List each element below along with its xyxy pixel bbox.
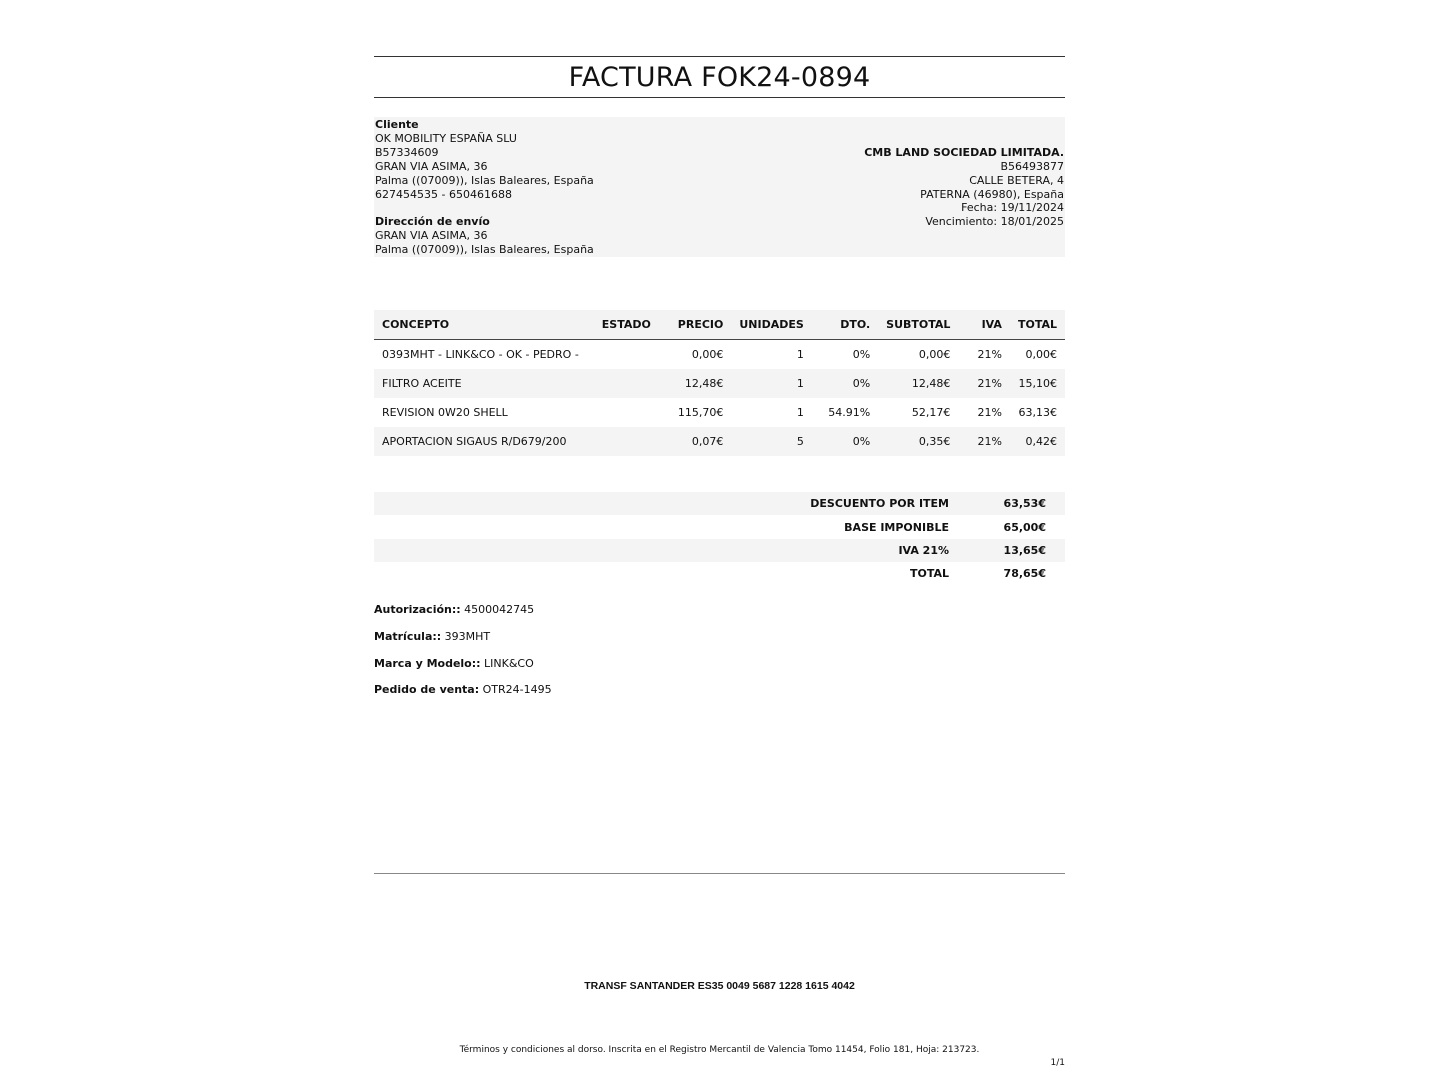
totals-block bbox=[374, 492, 1065, 586]
cell-precio: 115,70€ bbox=[677, 406, 724, 419]
cell-total: 15,10€ bbox=[1010, 369, 1065, 398]
cell-dto: 0% bbox=[812, 369, 878, 398]
sales-order-value: OTR24-1495 bbox=[482, 683, 552, 697]
cell-total: 63,13€ bbox=[1018, 406, 1057, 419]
cell-dto: 54.91% bbox=[828, 406, 871, 419]
title-bar bbox=[374, 56, 1065, 98]
client-name: OK MOBILITY ESPAÑA SLU bbox=[375, 131, 517, 145]
bank-details: TRANSF SANTANDER ES35 0049 5687 1228 1615 4042 bbox=[584, 980, 855, 992]
plate-line bbox=[374, 630, 552, 657]
invoice-date: Fecha: 19/11/2024 bbox=[961, 201, 1064, 215]
discount-label: DESCUENTO POR ITEM bbox=[810, 497, 949, 511]
model-line bbox=[374, 657, 552, 684]
cell-total: 0,42€ bbox=[1010, 427, 1065, 456]
client-tax-id: B57334609 bbox=[375, 145, 439, 159]
client-city: Palma ((07009)), Islas Baleares, España bbox=[375, 173, 594, 187]
cell-unidades: 1 bbox=[796, 406, 804, 419]
cell-total: 0,00€ bbox=[1025, 348, 1057, 361]
company-tax-id: B56493877 bbox=[1000, 159, 1064, 173]
col-header-total: TOTAL bbox=[1010, 310, 1065, 340]
sales-order-line bbox=[374, 683, 552, 710]
model-value: LINK&CO bbox=[484, 656, 534, 670]
invoice-due-date: Vencimiento: 18/01/2025 bbox=[925, 215, 1064, 229]
cell-subtotal: 12,48€ bbox=[878, 369, 958, 398]
cell-precio: 0,00€ bbox=[691, 348, 724, 361]
base-value: 65,00€ bbox=[1003, 520, 1046, 534]
footer-divider bbox=[374, 873, 1065, 874]
cell-concepto: REVISION 0W20 SHELL bbox=[382, 406, 508, 419]
cell-unidades: 5 bbox=[731, 427, 811, 456]
col-header-estado: ESTADO bbox=[594, 310, 664, 340]
total-row-grand bbox=[374, 562, 1065, 585]
spacer bbox=[375, 201, 594, 215]
cell-estado bbox=[594, 369, 664, 398]
cell-concepto: FILTRO ACEITE bbox=[374, 369, 594, 398]
terms-text: Términos y condiciones al dorso. Inscrita en el Registro Mercantil de Valencia Tomo 11454, Folio 181, Hoja: 213723. bbox=[459, 1045, 980, 1055]
shipping-address: GRAN VIA ASIMA, 36 bbox=[375, 229, 488, 243]
cell-precio: 0,07€ bbox=[664, 427, 731, 456]
plate-key: Matrícula:: bbox=[374, 629, 442, 643]
invoice-page bbox=[374, 0, 1065, 1080]
cell-iva: 21% bbox=[958, 427, 1010, 456]
cell-concepto: APORTACION SIGAUS R/D679/200 bbox=[374, 427, 594, 456]
total-row-base bbox=[374, 515, 1065, 538]
cell-iva: 21% bbox=[958, 369, 1010, 398]
col-header-dto: DTO. bbox=[812, 310, 878, 340]
table-row bbox=[374, 340, 1065, 370]
client-phone: 627454535 - 650461688 bbox=[375, 187, 512, 201]
cell-precio: 12,48€ bbox=[664, 369, 731, 398]
cell-iva: 21% bbox=[977, 406, 1002, 419]
shipping-city: Palma ((07009)), Islas Baleares, España bbox=[375, 243, 594, 257]
cell-unidades: 1 bbox=[731, 369, 811, 398]
plate-value: 393MHT bbox=[444, 629, 491, 643]
discount-value: 63,53€ bbox=[1003, 497, 1046, 511]
cell-iva: 21% bbox=[977, 348, 1002, 361]
cell-subtotal: 0,00€ bbox=[918, 348, 951, 361]
company-block bbox=[864, 146, 1064, 229]
cell-estado bbox=[594, 427, 664, 456]
invoice-title: FACTURA FOK24-0894 bbox=[568, 61, 871, 93]
extra-info bbox=[374, 603, 552, 710]
company-name: CMB LAND SOCIEDAD LIMITADA. bbox=[864, 145, 1064, 159]
table-row bbox=[374, 398, 1065, 427]
table-row bbox=[374, 369, 1065, 398]
model-key: Marca y Modelo:: bbox=[374, 656, 481, 670]
authorization-value: 4500042745 bbox=[464, 603, 535, 616]
cell-unidades: 1 bbox=[796, 348, 804, 361]
cell-concepto: 0393MHT - LINK&CO - OK - PEDRO - bbox=[382, 348, 579, 361]
base-label: BASE IMPONIBLE bbox=[844, 520, 949, 534]
company-city: PATERNA (46980), España bbox=[920, 187, 1064, 201]
cell-dto: 0% bbox=[852, 348, 871, 361]
grand-total-label: TOTAL bbox=[909, 567, 949, 581]
table-row bbox=[374, 427, 1065, 456]
authorization-line bbox=[374, 603, 552, 630]
cell-subtotal: 0,35€ bbox=[878, 427, 958, 456]
grand-total-value: 78,65€ bbox=[1003, 567, 1046, 581]
total-row-discount bbox=[374, 492, 1065, 515]
cell-estado bbox=[594, 398, 664, 427]
cell-subtotal: 52,17€ bbox=[911, 406, 951, 419]
company-address: CALLE BETERA, 4 bbox=[969, 173, 1064, 187]
client-block bbox=[375, 118, 594, 257]
page-number: 1/1 bbox=[1050, 1058, 1065, 1068]
col-header-iva: IVA bbox=[958, 310, 1010, 340]
info-box bbox=[374, 117, 1065, 257]
col-header-concepto: CONCEPTO bbox=[374, 310, 594, 340]
total-row-iva bbox=[374, 539, 1065, 562]
client-label: Cliente bbox=[375, 118, 419, 131]
sales-order-key: Pedido de venta: bbox=[374, 683, 480, 697]
authorization-key: Autorización:: bbox=[374, 603, 461, 616]
iva-value: 13,65€ bbox=[1003, 543, 1046, 557]
iva-label: IVA 21% bbox=[898, 543, 949, 557]
table-header-row bbox=[374, 310, 1065, 340]
col-header-unidades: UNIDADES bbox=[731, 310, 811, 340]
cell-estado bbox=[594, 340, 664, 370]
col-header-subtotal: SUBTOTAL bbox=[878, 310, 958, 340]
col-header-precio: PRECIO bbox=[664, 310, 731, 340]
items-table bbox=[374, 310, 1065, 456]
cell-dto: 0% bbox=[812, 427, 878, 456]
client-address: GRAN VIA ASIMA, 36 bbox=[375, 159, 488, 173]
shipping-label: Dirección de envío bbox=[375, 215, 490, 229]
